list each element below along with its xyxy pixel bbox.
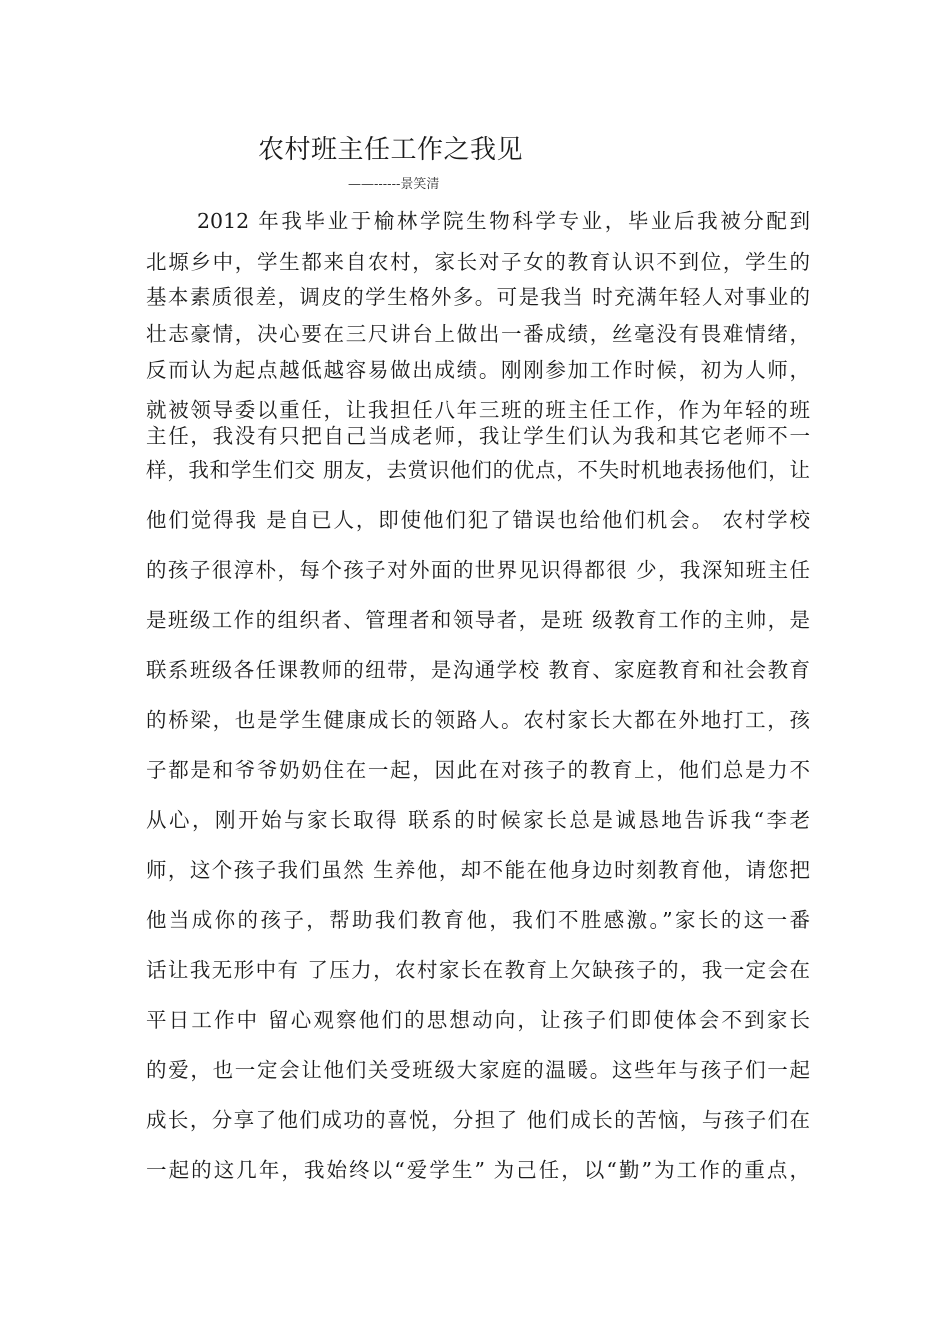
paragraph-line: 一起的这几年，我始终以“爱学生” 为己任，以“勤”为工作的重点，: [146, 1158, 810, 1182]
paragraph-line: 他们觉得我 是自已人，即使他们犯了错误也给他们机会。 农村学校: [146, 508, 810, 532]
paragraph-line: 的孩子很淳朴，每个孩子对外面的世界见识得都很 少，我深知班主任: [146, 558, 810, 582]
paragraph-line: 是班级工作的组织者、管理者和领导者，是班 级教育工作的主帅，是: [146, 608, 810, 632]
paragraph-line: 基本素质很差，调皮的学生格外多。可是我当 时充满年轻人对事业的: [146, 285, 810, 309]
paragraph-line: 样，我和学生们交 朋友，去赏识他们的优点，不失时机地表扬他们，让: [146, 458, 810, 482]
paragraph-line: 话让我无形中有 了压力，农村家长在教育上欠缺孩子的，我一定会在: [146, 958, 810, 982]
paragraph-line: 反而认为起点越低越容易做出成绩。刚刚参加工作时候，初为人师，: [146, 358, 810, 382]
document-title: 农村班主任工作之我见: [258, 135, 524, 165]
paragraph-line: 2012 年我毕业于榆林学院生物科学专业，毕业后我被分配到: [197, 209, 810, 233]
paragraph-line: 壮志豪情，决心要在三尺讲台上做出一番成绩，丝毫没有畏难情绪，: [146, 322, 810, 346]
paragraph-line: 主任，我没有只把自己当成老师，我让学生们认为我和其它老师不一: [146, 424, 810, 448]
author-byline: ——------景笑清: [348, 177, 440, 192]
paragraph-line: 师，这个孩子我们虽然 生养他，却不能在他身边时刻教育他，请您把: [146, 858, 810, 882]
paragraph-line: 北塬乡中，学生都来自农村，家长对子女的教育认识不到位，学生的: [146, 250, 810, 274]
paragraph-line: 子都是和爷爷奶奶住在一起，因此在对孩子的教育上，他们总是力不: [146, 758, 810, 782]
paragraph-line: 联系班级各任课教师的纽带，是沟通学校 教育、家庭教育和社会教育: [146, 658, 810, 682]
paragraph-line: 就被领导委以重任，让我担任八年三班的班主任工作，作为年轻的班: [146, 398, 810, 422]
paragraph-line: 的桥梁，也是学生健康成长的领路人。农村家长大都在外地打工，孩: [146, 708, 810, 732]
paragraph-line: 他当成你的孩子，帮助我们教育他，我们不胜感激。”家长的这一番: [146, 908, 810, 932]
paragraph-line: 成长，分享了他们成功的喜悦，分担了 他们成长的苦恼，与孩子们在: [146, 1108, 810, 1132]
paragraph-line: 的爱，也一定会让他们关受班级大家庭的温暖。这些年与孩子们一起: [146, 1058, 810, 1082]
paragraph-line: 平日工作中 留心观察他们的思想动向，让孩子们即使体会不到家长: [146, 1008, 810, 1032]
paragraph-line: 从心，刚开始与家长取得 联系的时候家长总是诚恳地告诉我“李老: [146, 808, 810, 832]
